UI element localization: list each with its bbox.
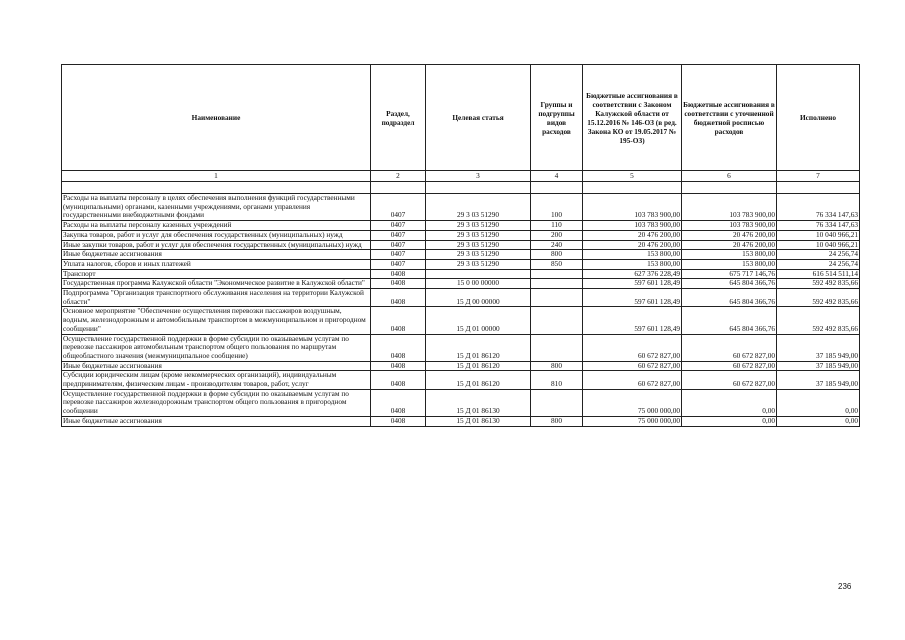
table-row — [62, 389, 860, 416]
table-row — [62, 230, 860, 240]
column-number: 6 — [682, 171, 777, 182]
column-number: 3 — [426, 171, 531, 182]
cell-section: 0407 — [371, 194, 426, 221]
cell-law-amount: 75 000 000,00 — [583, 389, 682, 416]
table-row — [62, 221, 860, 231]
cell-law-amount: 75 000 000,00 — [583, 416, 682, 426]
cell-group — [531, 307, 583, 334]
cell-executed-amount: 616 514 511,14 — [777, 269, 860, 279]
cell-section: 0408 — [371, 269, 426, 279]
cell-refined-amount: 645 804 366,76 — [682, 289, 777, 307]
cell-group: 800 — [531, 361, 583, 371]
cell-group: 810 — [531, 371, 583, 389]
cell-law-amount: 627 376 228,49 — [583, 269, 682, 279]
cell-name: Закупка товаров, работ и услуг для обеспечения государственных (муниципальных) нужд — [62, 230, 371, 240]
cell-target: 15 Д 01 86130 — [426, 389, 531, 416]
cell-refined-amount: 645 804 366,76 — [682, 279, 777, 289]
cell-section: 0408 — [371, 389, 426, 416]
cell-section: 0407 — [371, 240, 426, 250]
header-refined: Бюджетные ассигнования в соответствии с уточненной бюджетной росписью расходов — [682, 65, 777, 171]
cell-law-amount: 597 601 128,49 — [583, 279, 682, 289]
cell-refined-amount: 60 672 827,00 — [682, 361, 777, 371]
column-number: 4 — [531, 171, 583, 182]
cell-target: 29 3 03 51290 — [426, 250, 531, 260]
cell-group — [531, 334, 583, 361]
cell-refined-amount: 103 783 900,00 — [682, 194, 777, 221]
cell-law-amount: 60 672 827,00 — [583, 334, 682, 361]
cell-refined-amount: 0,00 — [682, 416, 777, 426]
cell-section: 0407 — [371, 259, 426, 269]
cell-executed-amount: 37 185 949,00 — [777, 371, 860, 389]
cell-law-amount: 60 672 827,00 — [583, 361, 682, 371]
table-row — [62, 416, 860, 426]
cell-group: 200 — [531, 230, 583, 240]
table-row — [62, 259, 860, 269]
cell-section: 0407 — [371, 221, 426, 231]
cell-target: 15 Д 01 86120 — [426, 371, 531, 389]
table-row — [62, 334, 860, 361]
cell-name: Уплата налогов, сборов и иных платежей — [62, 259, 371, 269]
cell-law-amount: 103 783 900,00 — [583, 194, 682, 221]
table-row — [62, 269, 860, 279]
cell-target: 15 Д 00 00000 — [426, 289, 531, 307]
cell-refined-amount: 20 476 200,00 — [682, 240, 777, 250]
cell-target: 15 Д 01 00000 — [426, 307, 531, 334]
cell-target: 29 3 03 51290 — [426, 259, 531, 269]
cell-refined-amount: 0,00 — [682, 389, 777, 416]
cell-refined-amount: 153 800,00 — [682, 250, 777, 260]
cell-section: 0408 — [371, 289, 426, 307]
cell-group: 800 — [531, 416, 583, 426]
cell-group — [531, 389, 583, 416]
column-number-row — [62, 171, 860, 182]
cell-executed-amount: 37 185 949,00 — [777, 361, 860, 371]
cell-section: 0408 — [371, 416, 426, 426]
cell-group — [531, 269, 583, 279]
spacer-cell — [531, 182, 583, 194]
cell-name: Иные бюджетные ассигнования — [62, 361, 371, 371]
spacer-cell — [62, 182, 371, 194]
cell-law-amount: 20 476 200,00 — [583, 240, 682, 250]
table-body — [62, 182, 860, 427]
spacer-cell — [583, 182, 682, 194]
cell-law-amount: 153 800,00 — [583, 250, 682, 260]
cell-refined-amount: 60 672 827,00 — [682, 334, 777, 361]
cell-executed-amount: 10 040 966,21 — [777, 240, 860, 250]
cell-name: Субсидии юридическим лицам (кроме некоммерческих организаций), индивидуальным предпринимателям, физическим лицам - производителям товаров, работ, услуг — [62, 371, 371, 389]
cell-target — [426, 269, 531, 279]
cell-name: Расходы на выплаты персоналу казенных учреждений — [62, 221, 371, 231]
cell-name: Государственная программа Калужской области "Экономическое развитие в Калужской области" — [62, 279, 371, 289]
cell-group: 100 — [531, 194, 583, 221]
cell-law-amount: 597 601 128,49 — [583, 307, 682, 334]
cell-section: 0408 — [371, 334, 426, 361]
cell-executed-amount: 0,00 — [777, 389, 860, 416]
header-name: Наименование — [62, 65, 371, 171]
cell-name: Транспорт — [62, 269, 371, 279]
cell-target: 15 Д 01 86120 — [426, 361, 531, 371]
table-row — [62, 194, 860, 221]
page-number: 236 — [838, 582, 852, 591]
table-row — [62, 371, 860, 389]
column-number: 5 — [583, 171, 682, 182]
column-number: 1 — [62, 171, 371, 182]
cell-name: Иные закупки товаров, работ и услуг для обеспечения государственных (муниципальных) нужд — [62, 240, 371, 250]
cell-name: Иные бюджетные ассигнования — [62, 250, 371, 260]
cell-name: Осуществление государственной поддержки в форме субсидии по оказываемым услугам по перевозке пассажиров автомобильным транспортом общего пользования по маршрутам общеобластного значения (межмуниципальное сообщение) — [62, 334, 371, 361]
cell-name: Основное мероприятие "Обеспечение осуществления перевозки пассажиров воздушным, водным, железнодорожным и автомобильным транспортом в межмуниципальном и пригородном сообщении" — [62, 307, 371, 334]
cell-group: 110 — [531, 221, 583, 231]
cell-refined-amount: 645 804 366,76 — [682, 307, 777, 334]
spacer-cell — [371, 182, 426, 194]
cell-executed-amount: 76 334 147,63 — [777, 194, 860, 221]
cell-name: Иные бюджетные ассигнования — [62, 416, 371, 426]
cell-group — [531, 289, 583, 307]
cell-name: Подпрограмма "Организация транспортного обслуживания населения на территории Калужской области" — [62, 289, 371, 307]
cell-group — [531, 279, 583, 289]
table-row — [62, 307, 860, 334]
cell-refined-amount: 153 800,00 — [682, 259, 777, 269]
cell-section: 0408 — [371, 307, 426, 334]
spacer-cell — [682, 182, 777, 194]
spacer-cell — [426, 182, 531, 194]
cell-target: 15 Д 01 86120 — [426, 334, 531, 361]
cell-executed-amount: 76 334 147,63 — [777, 221, 860, 231]
cell-group: 850 — [531, 259, 583, 269]
spacer-cell — [777, 182, 860, 194]
cell-executed-amount: 592 492 835,66 — [777, 307, 860, 334]
table-row — [62, 289, 860, 307]
cell-refined-amount: 20 476 200,00 — [682, 230, 777, 240]
cell-name: Расходы на выплаты персоналу в целях обеспечения выполнения функций государственными (муниципальными) органами, казенными учреждениями, органами управления государственными внебюджетными фондами — [62, 194, 371, 221]
cell-executed-amount: 0,00 — [777, 416, 860, 426]
header-row — [62, 65, 860, 171]
column-number: 2 — [371, 171, 426, 182]
cell-group: 240 — [531, 240, 583, 250]
cell-law-amount: 60 672 827,00 — [583, 371, 682, 389]
column-number: 7 — [777, 171, 860, 182]
spacer-row — [62, 182, 860, 194]
cell-target: 29 3 03 51290 — [426, 240, 531, 250]
cell-law-amount: 20 476 200,00 — [583, 230, 682, 240]
cell-law-amount: 597 601 128,49 — [583, 289, 682, 307]
cell-executed-amount: 10 040 966,21 — [777, 230, 860, 240]
table-row — [62, 279, 860, 289]
cell-target: 15 0 00 00000 — [426, 279, 531, 289]
table-row — [62, 240, 860, 250]
cell-target: 29 3 03 51290 — [426, 230, 531, 240]
cell-group: 800 — [531, 250, 583, 260]
header-executed: Исполнено — [777, 65, 860, 171]
cell-executed-amount: 592 492 835,66 — [777, 279, 860, 289]
cell-target: 29 3 03 51290 — [426, 221, 531, 231]
cell-section: 0408 — [371, 371, 426, 389]
cell-section: 0407 — [371, 250, 426, 260]
cell-refined-amount: 675 717 146,76 — [682, 269, 777, 279]
cell-section: 0408 — [371, 279, 426, 289]
cell-target: 29 3 03 51290 — [426, 194, 531, 221]
cell-name: Осуществление государственной поддержки в форме субсидии по оказываемым услугам по перевозке пассажиров железнодорожным транспортом общего пользования в пригородном сообщении — [62, 389, 371, 416]
cell-section: 0408 — [371, 361, 426, 371]
header-law: Бюджетные ассигнования в соответствии с Законом Калужской области от 15.12.2016 № 146-ОЗ (в ред. Закона КО от 19.05.2017 № 195-ОЗ) — [583, 65, 682, 171]
cell-executed-amount: 24 256,74 — [777, 259, 860, 269]
cell-section: 0407 — [371, 230, 426, 240]
table-row — [62, 250, 860, 260]
header-target: Целевая статья — [426, 65, 531, 171]
header-section: Раздел, подраздел — [371, 65, 426, 171]
cell-refined-amount: 60 672 827,00 — [682, 371, 777, 389]
cell-refined-amount: 103 783 900,00 — [682, 221, 777, 231]
cell-executed-amount: 24 256,74 — [777, 250, 860, 260]
cell-law-amount: 153 800,00 — [583, 259, 682, 269]
cell-executed-amount: 37 185 949,00 — [777, 334, 860, 361]
header-group: Группы и подгруппы видов расходов — [531, 65, 583, 171]
table-row — [62, 361, 860, 371]
cell-target: 15 Д 01 86130 — [426, 416, 531, 426]
budget-table — [61, 64, 860, 427]
cell-law-amount: 103 783 900,00 — [583, 221, 682, 231]
cell-executed-amount: 592 492 835,66 — [777, 289, 860, 307]
